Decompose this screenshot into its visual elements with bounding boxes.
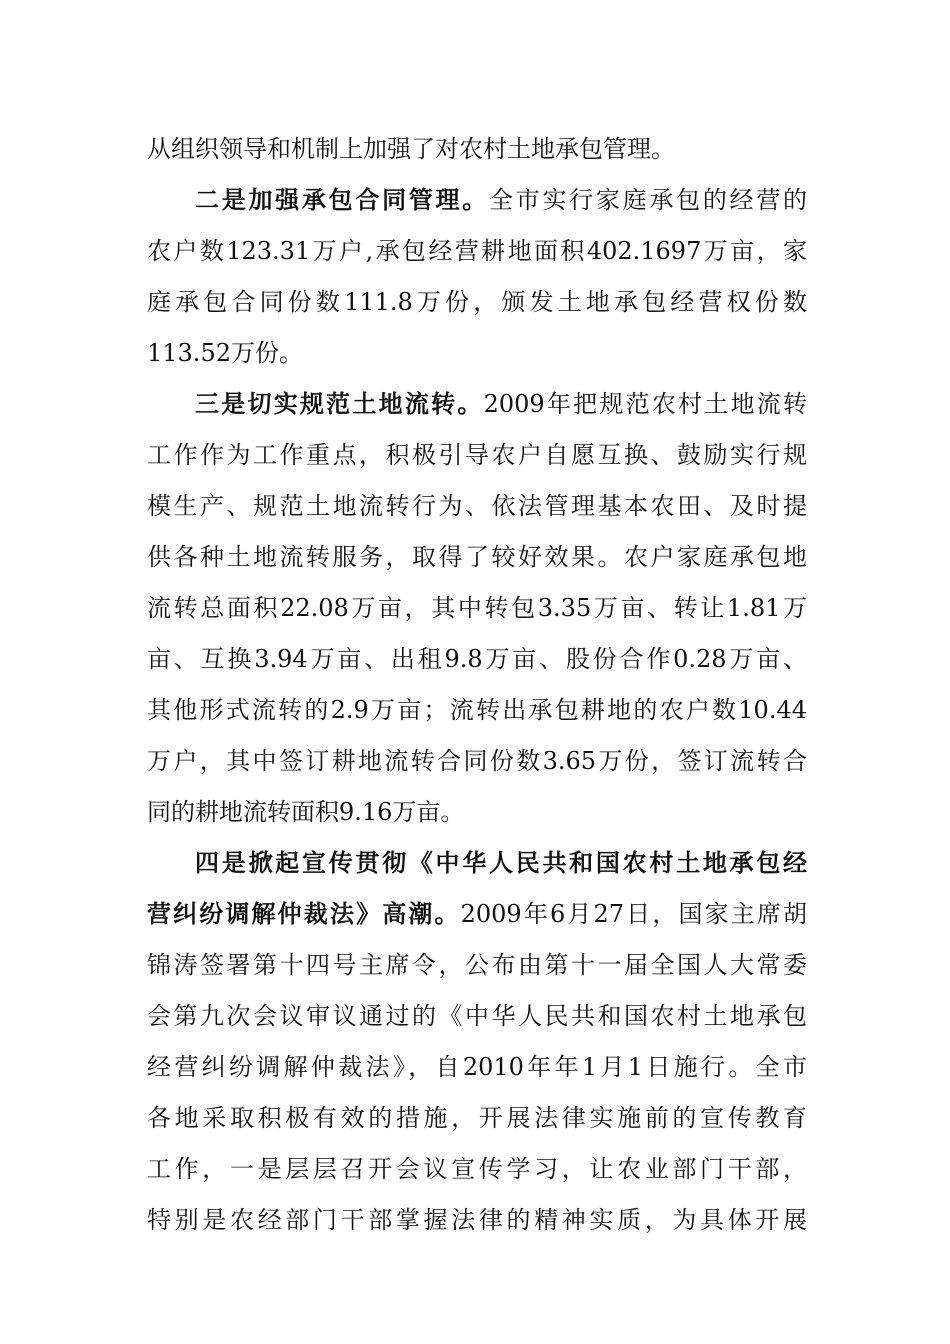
text-line: 庭承包合同份数111.8万份，颁发土地承包经营权份数	[147, 288, 807, 316]
text-line: 模生产、规范土地流转行为、依法管理基本农田、及时提	[147, 492, 807, 520]
text-line: 工作，一是层层召开会议宣传学习，让农业部门干部，	[147, 1155, 807, 1183]
paragraph-text: 2009年6月27日，国家主席胡	[460, 900, 807, 928]
text-line	[147, 175, 807, 226]
text-line: 同的耕地流转面积9.16万亩。	[147, 798, 465, 826]
text-line: 万户，其中签订耕地流转合同份数3.65万份，签订流转合	[147, 747, 807, 775]
text-line: 经营纠纷调解仲裁法》，自2010年年1月1日施行。全市	[147, 1053, 807, 1081]
text-line	[147, 379, 807, 430]
text-line: 流转总面积22.08万亩，其中转包3.35万亩、转让1.81万	[147, 594, 807, 622]
text-line: 113.52万份。	[147, 339, 303, 367]
paragraph-text: 全市实行家庭承包的经营的	[489, 186, 807, 214]
text-line: 供各种土地流转服务，取得了较好效果。农户家庭承包地	[147, 543, 807, 571]
paragraph-law-publicity	[147, 838, 807, 1246]
paragraph-land-transfer	[147, 379, 807, 838]
text-line: 从组织领导和机制上加强了对农村土地承包管理。	[147, 135, 675, 163]
text-line: 特别是农经部门干部掌握法律的精神实质，为具体开展	[147, 1206, 807, 1234]
paragraph-text: 2009年把规范农村土地流转	[483, 390, 807, 418]
text-line: 各地采取积极有效的措施，开展法律实施前的宣传教育	[147, 1104, 807, 1132]
paragraph-contract-management	[147, 175, 807, 379]
paragraph-heading: 营纠纷调解仲裁法》高潮。	[147, 900, 461, 928]
text-line: 工作作为工作重点，积极引导农户自愿互换、鼓励实行规	[147, 441, 807, 469]
text-line: 会第九次会议审议通过的《中华人民共和国农村土地承包	[147, 1002, 807, 1030]
body-text	[147, 124, 807, 1246]
text-line: 锦涛签署第十四号主席令，公布由第十一届全国人大常委	[147, 951, 807, 979]
text-line: 农户数123.31万户,承包经营耕地面积402.1697万亩，家	[147, 237, 807, 265]
text-line: 亩、互换3.94万亩、出租9.8万亩、股份合作0.28万亩、	[147, 645, 807, 673]
paragraph-heading: 二是加强承包合同管理。	[195, 186, 489, 214]
paragraph-heading: 四是掀起宣传贯彻《中华人民共和国农村土地承包经	[195, 849, 807, 877]
text-line	[147, 889, 807, 940]
paragraph-heading: 三是切实规范土地流转。	[195, 390, 484, 418]
text-line	[147, 838, 807, 889]
text-line: 其他形式流转的2.9万亩；流转出承包耕地的农户数10.44	[147, 696, 807, 724]
paragraph-continuation	[147, 124, 807, 175]
